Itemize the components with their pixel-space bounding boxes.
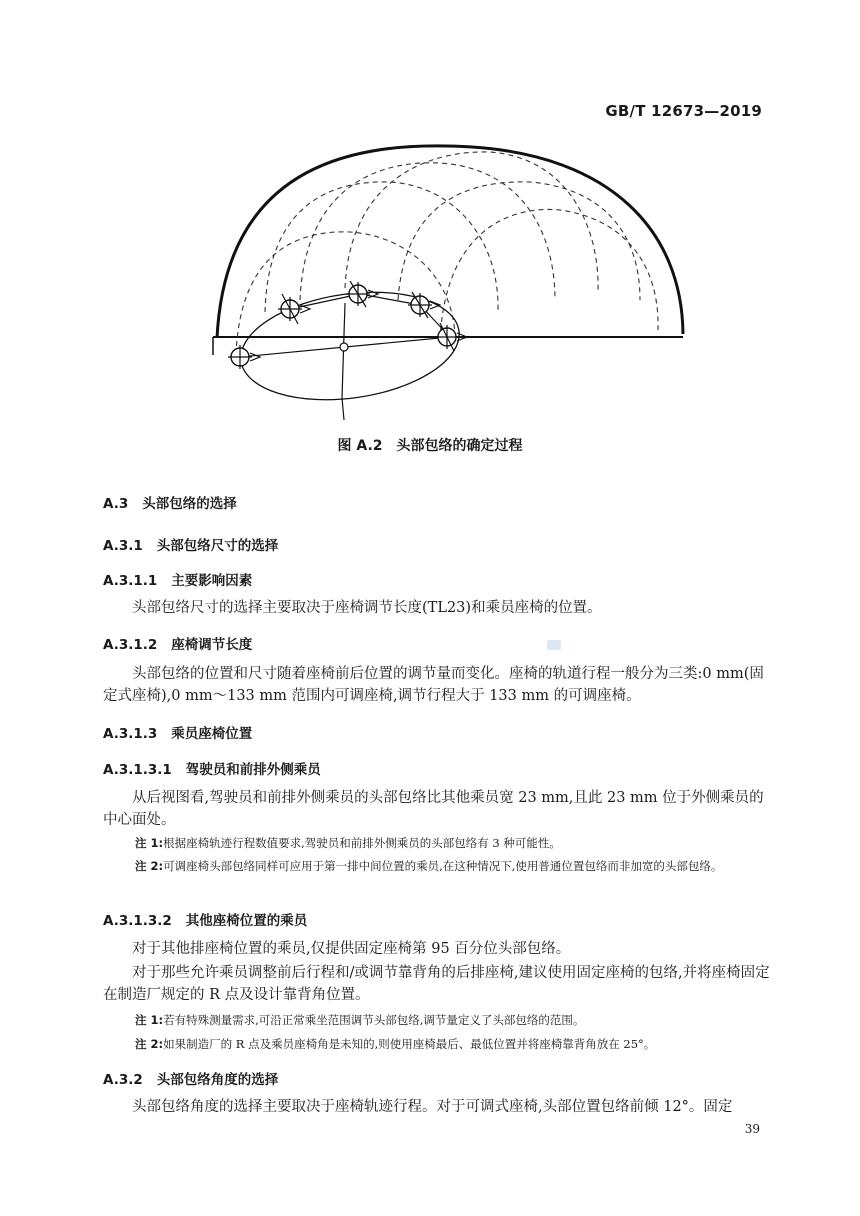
heading-number: A.3.1.3.2: [103, 913, 172, 929]
heading-a311: [103, 569, 252, 589]
note-text: 如果制造厂的 R 点及乘员座椅角是未知的,则使用座椅最后、最低位置并将座椅靠背角放在 25°。: [163, 1037, 656, 1051]
note-text: 根据座椅轨迹行程数值要求,驾驶员和前排外侧乘员的头部包络有 3 种可能性。: [163, 836, 561, 850]
standard-code: GB/T 12673—2019: [605, 102, 762, 120]
heading-title: 头部包络的选择: [142, 496, 237, 512]
heading-a32: [103, 1068, 278, 1088]
note-label: 注 2:: [135, 859, 164, 873]
paragraph-a3131: 从后视图看,驾驶员和前排外侧乘员的头部包络比其他乘员宽 23 mm,且此 23 mm 位于外侧乘员的中心面处。: [103, 790, 764, 828]
watermark-icon: [547, 640, 561, 650]
dashed-envelopes: [236, 152, 658, 355]
heading-number: A.3.1.2: [103, 637, 158, 653]
heading-number: A.3: [103, 496, 129, 512]
note-label: 注 1:: [135, 1013, 164, 1027]
heading-number: A.3.1.3: [103, 726, 158, 742]
heading-number: A.3.1.1: [103, 573, 158, 589]
heading-title: 驾驶员和前排外侧乘员: [185, 762, 321, 778]
paragraph-a311: 头部包络尺寸的选择主要取决于座椅调节长度(TL23)和乘员座椅的位置。: [132, 600, 602, 616]
note-a3131-1: [135, 834, 775, 853]
heading-number: A.3.1.3.1: [103, 762, 172, 778]
note-label: 注 2:: [135, 1037, 164, 1051]
heading-a31: [103, 534, 278, 554]
heading-title: 主要影响因素: [171, 573, 253, 589]
heading-number: A.3.1: [103, 538, 143, 554]
paragraph-a312: 头部包络的位置和尺寸随着座椅前后位置的调节量而变化。座椅的轨道行程一般分为三类:0 mm(固定式座椅),0 mm～133 mm 范围内可调座椅,调节行程大于 133 mm 的可调座椅。: [103, 666, 764, 704]
figure-caption: 图 A.2 头部包络的确定过程: [337, 438, 523, 454]
note-label: 注 1:: [135, 836, 164, 850]
heading-a312: [103, 633, 252, 653]
note-text: 若有特殊测量需求,可沿正常乘坐范围调节头部包络,调节量定义了头部包络的范围。: [163, 1013, 585, 1027]
note-a3131-2: [135, 857, 808, 876]
paragraph-a3132-1: 对于其他排座椅位置的乘员,仅提供固定座椅第 95 百分位头部包络。: [132, 941, 571, 957]
heading-title: 乘员座椅位置: [171, 726, 253, 742]
note-a3132-1: [135, 1011, 775, 1030]
heading-a3131: [103, 758, 321, 778]
heading-a313: [103, 722, 252, 742]
heading-a3: [103, 492, 237, 512]
head-envelope-figure: [0, 0, 860, 460]
paragraph-a32: 头部包络角度的选择主要取决于座椅轨迹行程。对于可调式座椅,头部位置包络前倾 12°。固定: [132, 1099, 733, 1115]
heading-a3132: [103, 909, 307, 929]
heading-title: 其他座椅位置的乘员: [185, 913, 308, 929]
note-text: 可调座椅头部包络同样可应用于第一排中间位置的乘员,在这种情况下,使用普通位置包络而非加宽的头部包络。: [163, 859, 723, 873]
heading-number: A.3.2: [103, 1072, 143, 1088]
paragraph-a3132-2: 对于那些允许乘员调整前后行程和/或调节靠背角的后排座椅,建议使用固定座椅的包络,并将座椅固定在制造厂规定的 R 点及设计靠背角位置。: [103, 965, 770, 1003]
note-a3132-2: [135, 1035, 775, 1054]
heading-title: 头部包络尺寸的选择: [156, 538, 279, 554]
heading-title: 头部包络角度的选择: [156, 1072, 279, 1088]
heading-title: 座椅调节长度: [171, 637, 253, 653]
page-number: 39: [744, 1122, 760, 1136]
